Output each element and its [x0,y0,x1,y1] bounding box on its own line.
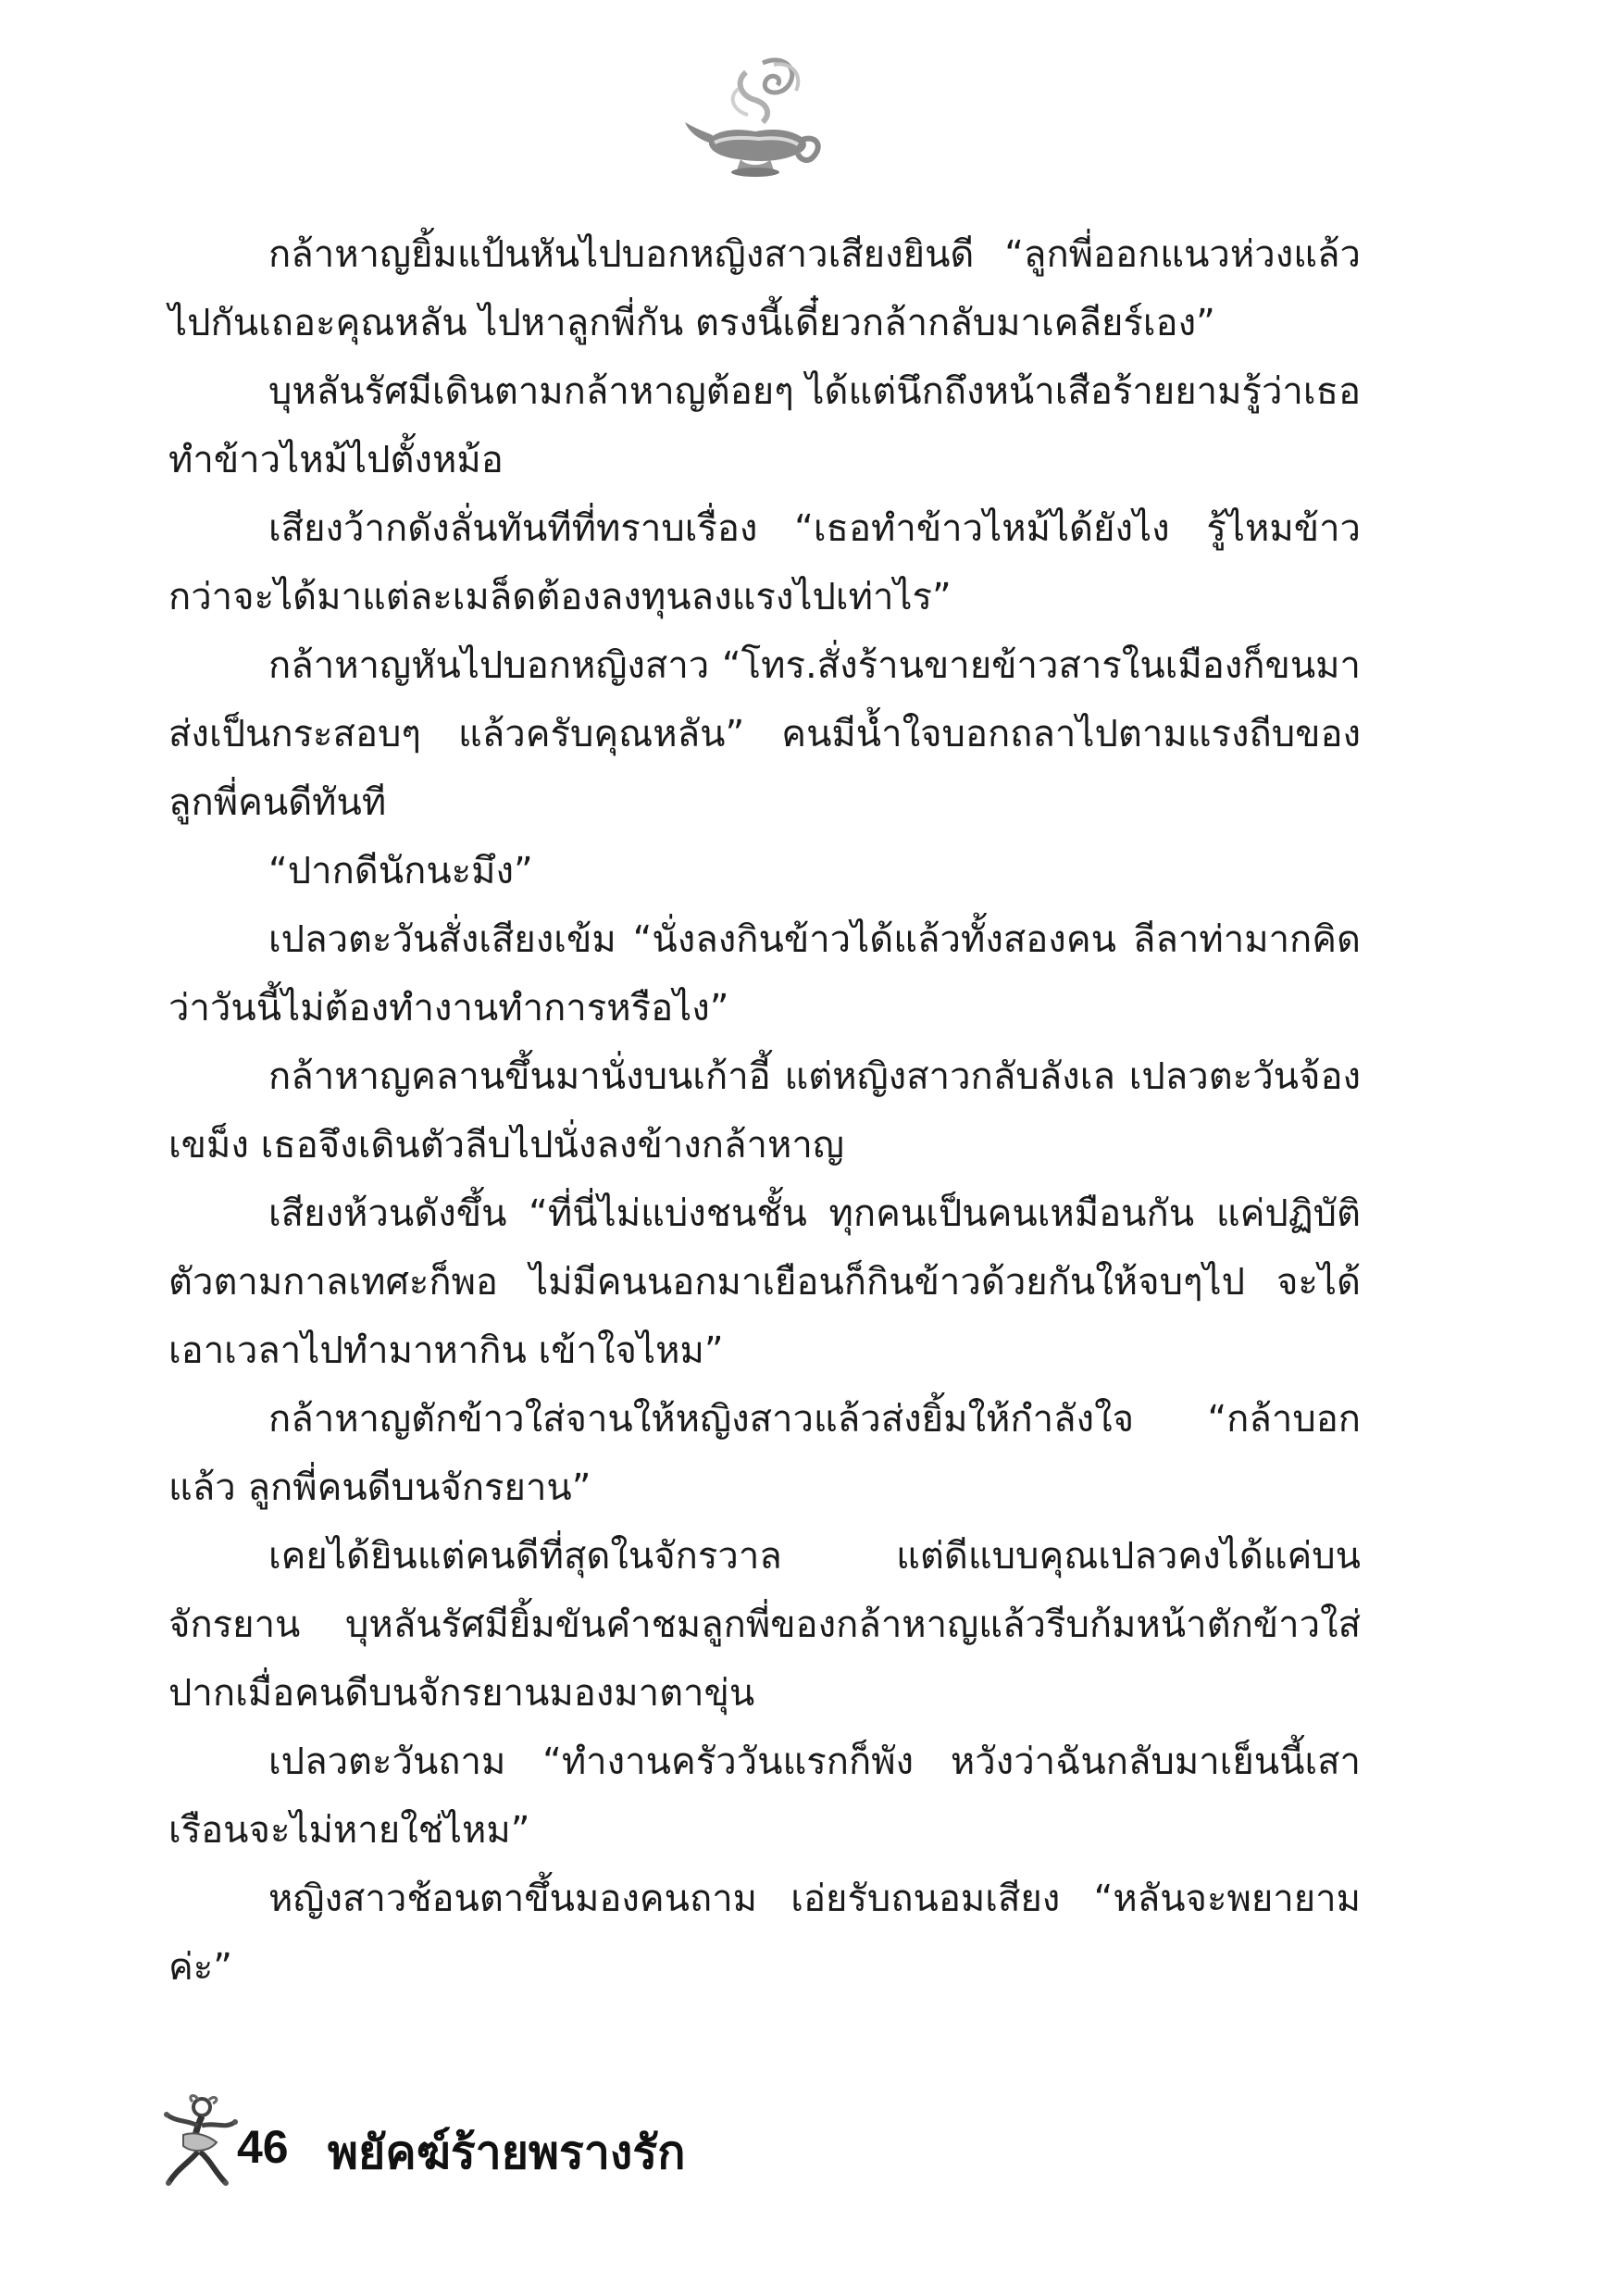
paragraph: บุหลันรัศมีเดินตามกล้าหาญต้อยๆ ได้แต่นึกถึงหน้าเสือร้ายยามรู้ว่าเธอทำข้าวไหม้ไปตั้งหม้อ [168,370,1361,481]
body-text [168,220,1361,2002]
paragraph: เสียงห้วนดังขึ้น “ที่นี่ไม่แบ่งชนชั้น ทุกคนเป็นคนเหมือนกัน แค่ปฏิบัติตัวตามกาลเทศะก็พอ ไม่มีคนนอกมาเยือนก็กินข้าวด้วยกันให้จบๆไป จะได้เอาเวลาไปทำมาหากิน เข้าใจไหม” [168,1192,1361,1372]
paragraph: เสียงว้ากดังลั่นทันทีที่ทราบเรื่อง “เธอทำข้าวไหม้ได้ยังไง รู้ไหมข้าวกว่าจะได้มาแต่ละเมล็ดต้องลงทุนลงแรงไปเท่าไร” [168,507,1361,618]
page-footer [156,2094,989,2196]
paragraph: เคยได้ยินแต่คนดีที่สุดในจักรวาล แต่ดีแบบคุณเปลวคงได้แค่บนจักรยาน บุหลันรัศมียิ้มขันคำชมลูกพี่ของกล้าหาญแล้วรีบก้มหน้าตักข้าวใส่ปากเมื่อคนดีบนจักรยานมองมาตาขุ่น [168,1535,1361,1715]
paragraph: เปลวตะวันถาม “ทำงานครัววันแรกก็พัง หวังว่าฉันกลับมาเย็นนี้เสาเรือนจะไม่หายใช่ไหม” [168,1741,1361,1852]
lamp-genie-icon [681,54,829,183]
dancing-figure-icon [156,2094,244,2190]
paragraph: หญิงสาวช้อนตาขึ้นมองคนถาม เอ่ยรับถนอมเสียง “หลันจะพยายามค่ะ” [168,1878,1361,1989]
paragraph: กล้าหาญยิ้มแป้นหันไปบอกหญิงสาวเสียงยินดี “ลูกพี่ออกแนวห่วงแล้ว ไปกันเถอะคุณหลัน ไปหาลูกพี่กัน ตรงนี้เดี๋ยวกล้ากลับมาเคลียร์เอง” [168,233,1361,344]
paragraph: กล้าหาญตักข้าวใส่จานให้หญิงสาวแล้วส่งยิ้มให้กำลังใจ “กล้าบอกแล้ว ลูกพี่คนดีบนจักรยาน” [168,1398,1361,1509]
paragraph: “ปากดีนักนะมึง” [268,850,533,892]
paragraph: กล้าหาญคลานขึ้นมานั่งบนเก้าอี้ แต่หญิงสาวกลับลังเล เปลวตะวันจ้องเขม็ง เธอจึงเดินตัวลีบไปนั่งลงข้างกล้าหาญ [168,1055,1361,1167]
paragraph: เปลวตะวันสั่งเสียงเข้ม “นั่งลงกินข้าวได้แล้วทั้งสองคน ลีลาท่ามากคิดว่าวันนี้ไม่ต้องทำงานทำการหรือไง” [168,918,1361,1029]
book-title: พยัคฆ์ร้ายพรางรัก [328,2126,686,2179]
page-number: 46 [237,2121,289,2173]
paragraph: กล้าหาญหันไปบอกหญิงสาว “โทร.สั่งร้านขายข้าวสารในเมืองก็ขนมาส่งเป็นกระสอบๆ แล้วครับคุณหลัน” คนมีน้ำใจบอกถลาไปตามแรงถีบของลูกพี่คนดีทันที [168,644,1361,824]
